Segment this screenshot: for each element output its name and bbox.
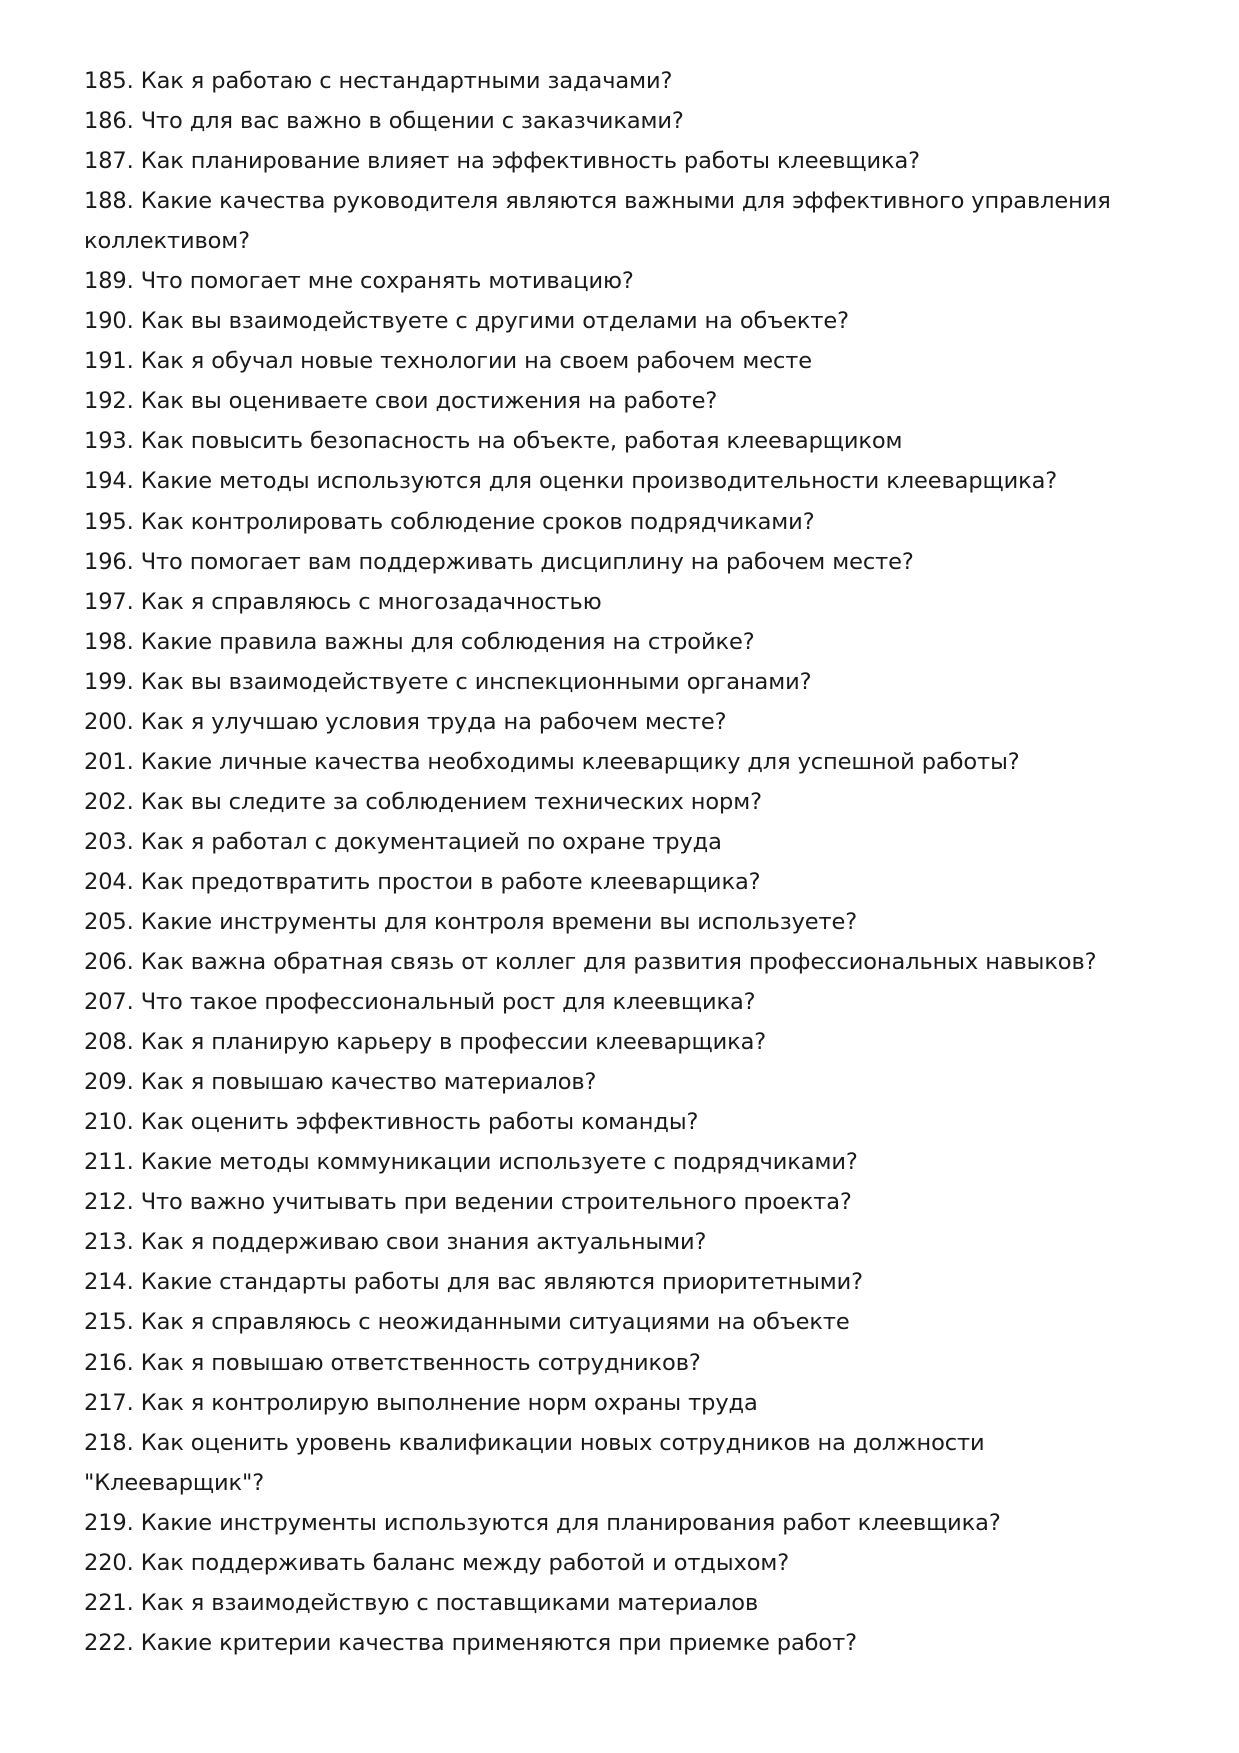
question-text: Как оценить эффективность работы команды? bbox=[140, 1109, 699, 1136]
question-item bbox=[84, 1142, 1164, 1182]
question-item bbox=[84, 702, 1164, 742]
question-item bbox=[84, 1022, 1164, 1062]
question-item bbox=[84, 1583, 1164, 1623]
question-item bbox=[84, 542, 1164, 582]
question-number: 205. bbox=[84, 908, 134, 935]
question-text: Как оценить уровень квалификации новых сотрудников на должности "Клееварщик"? bbox=[84, 1429, 985, 1496]
question-text: Как я улучшаю условия труда на рабочем месте? bbox=[140, 708, 727, 735]
question-text: Какие инструменты используются для планирования работ клеевщика? bbox=[140, 1509, 1001, 1536]
question-text: Как я справляюсь с многозадачностью bbox=[140, 588, 602, 615]
question-text: Как предотвратить простои в работе клееварщика? bbox=[140, 868, 761, 895]
question-text: Как я обучал новые технологии на своем рабочем месте bbox=[140, 348, 812, 375]
question-number: 195. bbox=[84, 508, 134, 535]
question-number: 222. bbox=[84, 1629, 134, 1656]
question-number: 220. bbox=[84, 1549, 134, 1576]
question-number: 188. bbox=[84, 188, 134, 215]
question-item bbox=[84, 782, 1164, 822]
question-item bbox=[84, 1102, 1164, 1142]
question-text: Как я работал с документацией по охране труда bbox=[140, 828, 722, 855]
question-item bbox=[84, 862, 1164, 902]
question-item bbox=[84, 1182, 1164, 1222]
question-item bbox=[84, 582, 1164, 622]
question-text: Что помогает вам поддерживать дисциплину на рабочем месте? bbox=[140, 548, 914, 575]
question-item bbox=[84, 1343, 1164, 1383]
question-number: 201. bbox=[84, 748, 134, 775]
question-text: Что помогает мне сохранять мотивацию? bbox=[140, 268, 634, 295]
question-item bbox=[84, 742, 1164, 782]
question-item bbox=[84, 502, 1164, 542]
question-text: Как я планирую карьеру в профессии клееварщика? bbox=[140, 1029, 767, 1056]
question-number: 208. bbox=[84, 1029, 134, 1056]
question-number: 194. bbox=[84, 468, 134, 495]
question-item bbox=[84, 381, 1164, 421]
question-text: Что такое профессиональный рост для клеевщика? bbox=[140, 989, 756, 1016]
question-item bbox=[84, 1503, 1164, 1543]
question-text: Как я справляюсь с неожиданными ситуациями на объекте bbox=[140, 1309, 850, 1336]
question-text: Как планирование влияет на эффективность работы клеевщика? bbox=[140, 148, 920, 175]
question-number: 192. bbox=[84, 388, 134, 415]
question-number: 197. bbox=[84, 588, 134, 615]
question-item bbox=[84, 822, 1164, 862]
question-list bbox=[84, 61, 1164, 1663]
question-item bbox=[84, 301, 1164, 341]
question-text: Какие качества руководителя являются важными для эффективного управления коллективом? bbox=[84, 188, 1111, 255]
question-number: 200. bbox=[84, 708, 134, 735]
question-text: Как поддерживать баланс между работой и отдыхом? bbox=[140, 1549, 790, 1576]
question-number: 193. bbox=[84, 428, 134, 455]
question-text: Как вы взаимодействуете с другими отделами на объекте? bbox=[140, 308, 849, 335]
question-number: 216. bbox=[84, 1349, 134, 1376]
question-item bbox=[84, 622, 1164, 662]
question-text: Как вы взаимодействуете с инспекционными органами? bbox=[140, 668, 812, 695]
question-number: 203. bbox=[84, 828, 134, 855]
question-number: 185. bbox=[84, 68, 134, 94]
question-number: 215. bbox=[84, 1309, 134, 1336]
question-text: Какие методы используются для оценки производительности клееварщика? bbox=[140, 468, 1058, 495]
question-text: Как я поддерживаю свои знания актуальными? bbox=[140, 1229, 707, 1256]
question-number: 202. bbox=[84, 788, 134, 815]
question-text: Как я повышаю ответственность сотрудников? bbox=[140, 1349, 701, 1376]
question-item bbox=[84, 942, 1164, 982]
question-item bbox=[84, 1623, 1164, 1663]
question-text: Какие инструменты для контроля времени вы используете? bbox=[140, 908, 858, 935]
question-text: Как вы следите за соблюдением технических норм? bbox=[140, 788, 762, 815]
question-item bbox=[84, 61, 1164, 101]
question-text: Какие правила важны для соблюдения на стройке? bbox=[140, 628, 755, 655]
question-text: Как я взаимодействую с поставщиками материалов bbox=[140, 1589, 759, 1616]
question-number: 186. bbox=[84, 108, 134, 135]
question-item bbox=[84, 902, 1164, 942]
question-number: 211. bbox=[84, 1149, 134, 1176]
question-number: 190. bbox=[84, 308, 134, 335]
question-text: Какие критерии качества применяются при приемке работ? bbox=[140, 1629, 857, 1656]
question-number: 221. bbox=[84, 1589, 134, 1616]
question-number: 187. bbox=[84, 148, 134, 175]
question-item bbox=[84, 662, 1164, 702]
question-number: 217. bbox=[84, 1389, 134, 1416]
question-number: 218. bbox=[84, 1429, 134, 1456]
question-number: 189. bbox=[84, 268, 134, 295]
question-item bbox=[84, 421, 1164, 461]
question-text: Какие стандарты работы для вас являются приоритетными? bbox=[140, 1269, 864, 1296]
question-item bbox=[84, 982, 1164, 1022]
question-item bbox=[84, 181, 1164, 261]
question-item bbox=[84, 141, 1164, 181]
question-number: 212. bbox=[84, 1189, 134, 1216]
question-number: 207. bbox=[84, 989, 134, 1016]
question-text: Как я контролирую выполнение норм охраны труда bbox=[140, 1389, 758, 1416]
question-number: 209. bbox=[84, 1069, 134, 1096]
question-number: 213. bbox=[84, 1229, 134, 1256]
question-text: Что важно учитывать при ведении строительного проекта? bbox=[140, 1189, 852, 1216]
question-item bbox=[84, 461, 1164, 501]
question-text: Как вы оцениваете свои достижения на работе? bbox=[140, 388, 718, 415]
question-number: 206. bbox=[84, 949, 134, 976]
question-number: 199. bbox=[84, 668, 134, 695]
question-number: 196. bbox=[84, 548, 134, 575]
question-number: 210. bbox=[84, 1109, 134, 1136]
question-item bbox=[84, 1543, 1164, 1583]
question-number: 191. bbox=[84, 348, 134, 375]
question-text: Какие методы коммуникации используете с подрядчиками? bbox=[140, 1149, 858, 1176]
question-item bbox=[84, 341, 1164, 381]
question-number: 198. bbox=[84, 628, 134, 655]
question-item bbox=[84, 101, 1164, 141]
question-text: Что для вас важно в общении с заказчиками? bbox=[140, 108, 684, 135]
question-text: Как контролировать соблюдение сроков подрядчиками? bbox=[140, 508, 815, 535]
question-text: Как повысить безопасность на объекте, работая клееварщиком bbox=[140, 428, 903, 455]
question-text: Как я повышаю качество материалов? bbox=[140, 1069, 597, 1096]
question-item bbox=[84, 1222, 1164, 1262]
question-number: 219. bbox=[84, 1509, 134, 1536]
question-text: Какие личные качества необходимы клееварщику для успешной работы? bbox=[140, 748, 1020, 775]
question-number: 214. bbox=[84, 1269, 134, 1296]
question-text: Как важна обратная связь от коллег для развития профессиональных навыков? bbox=[140, 949, 1097, 976]
question-item bbox=[84, 1062, 1164, 1102]
question-item bbox=[84, 1423, 1164, 1503]
question-text: Как я работаю с нестандартными задачами? bbox=[140, 68, 673, 94]
question-item bbox=[84, 261, 1164, 301]
question-item bbox=[84, 1383, 1164, 1423]
question-item bbox=[84, 1262, 1164, 1302]
question-item bbox=[84, 1302, 1164, 1342]
question-number: 204. bbox=[84, 868, 134, 895]
